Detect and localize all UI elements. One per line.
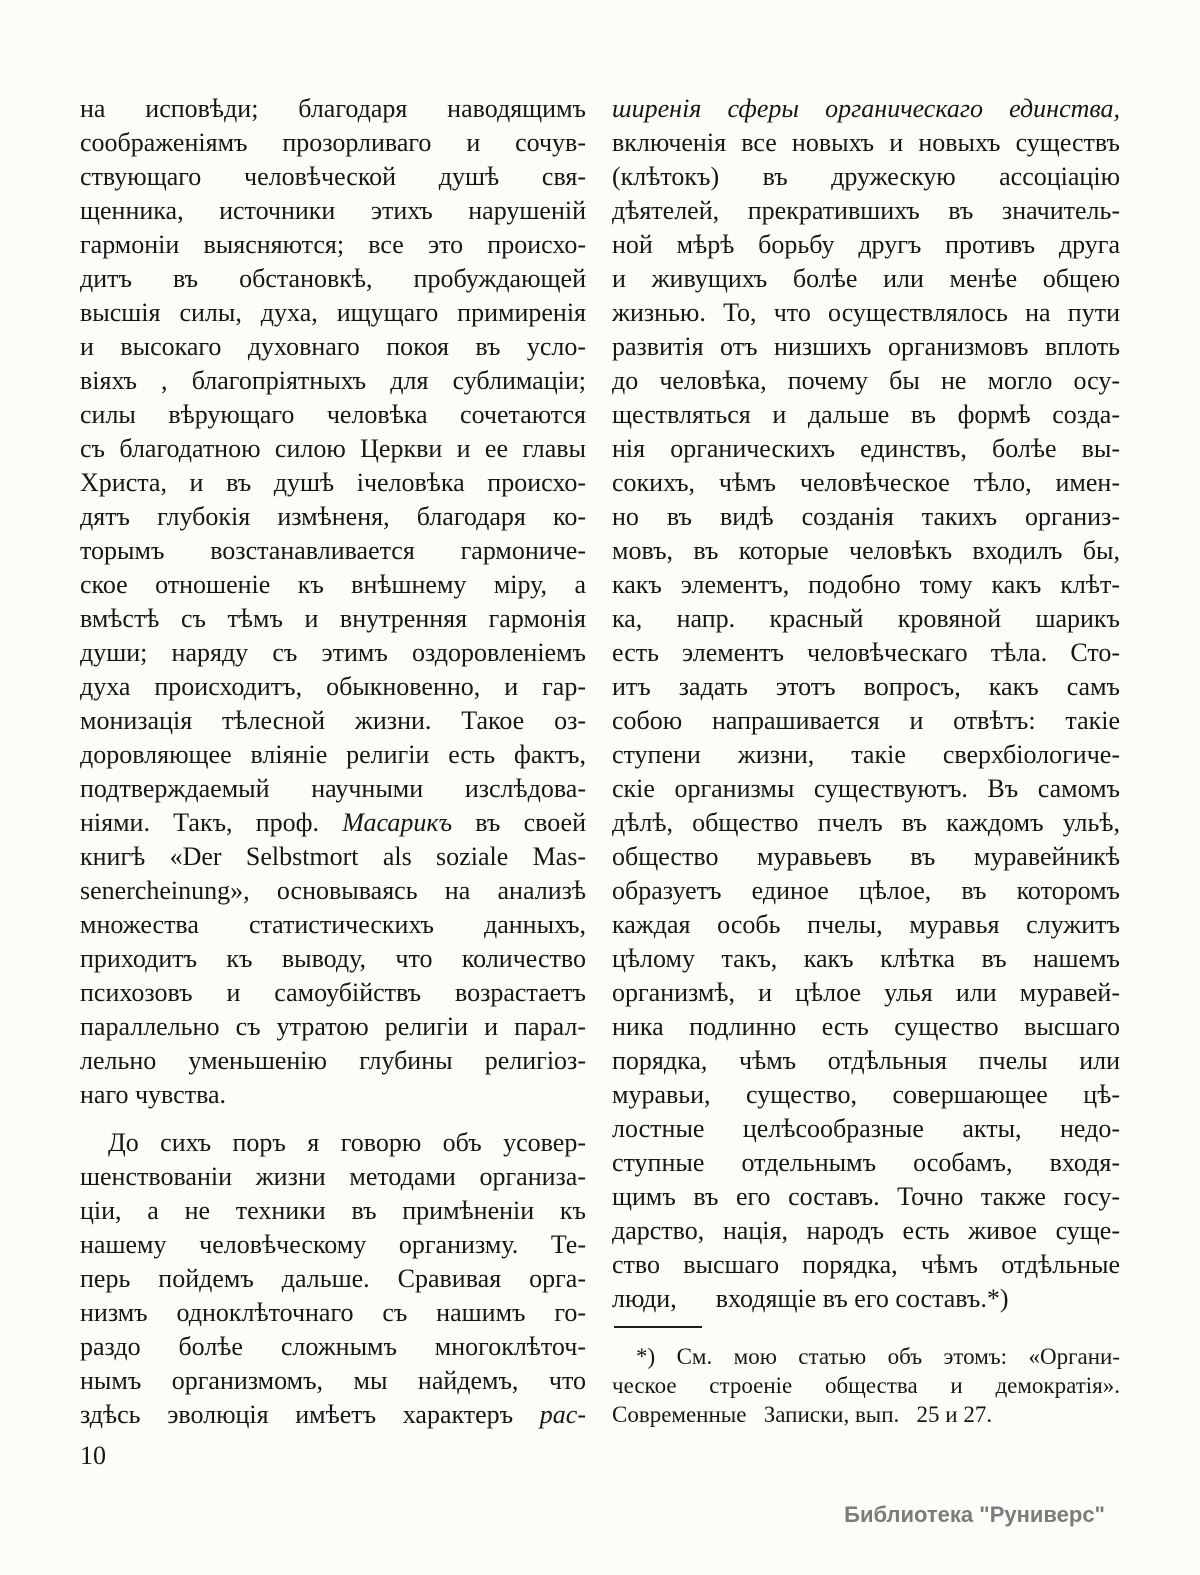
- text-line: До сихъ поръ я говорю объ усовер-: [108, 1128, 586, 1157]
- text-line: соображеніямъ прозорливаго и сочув-: [80, 128, 586, 157]
- text-line: книгѣ «Der Selbstmort als soziale Mas-: [80, 842, 586, 871]
- text-line: организмѣ, и цѣлое улья или муравей-: [612, 978, 1120, 1007]
- text-line: приходитъ къ выводу, что количество: [80, 944, 586, 973]
- text-line: ціи, а не техники въ примѣненіи къ: [80, 1196, 586, 1225]
- text-line: муравьи, существо, совершающее цѣ-: [612, 1080, 1120, 1109]
- text-line: ка, напр. красный кровяной шарикъ: [612, 604, 1120, 633]
- text-line: дитъ въ обстановкѣ, пробуждающей: [80, 264, 586, 293]
- text-line: перь пойдемъ дальше. Сравивая орга-: [80, 1264, 586, 1293]
- paragraph: [80, 92, 586, 1112]
- text-line: щенника, источники этихъ нарушеній: [80, 196, 586, 225]
- text-line: [80, 806, 586, 840]
- text-line: каждая особь пчелы, муравья служитъ: [612, 910, 1120, 939]
- text-line: дятъ глубокія измѣненя, благодаря ко-: [80, 502, 586, 531]
- text-segment: здѣсь эволюція имѣетъ характеръ: [80, 1400, 540, 1429]
- text-segment-italic: рас-: [539, 1400, 586, 1429]
- text-line: дарство, нація, народъ есть живое суще-: [612, 1216, 1120, 1245]
- text-line: параллельно съ утратою религіи и парал-: [80, 1012, 586, 1041]
- text-line: ступные отдельнымъ особамъ, входя-: [612, 1148, 1120, 1177]
- text-line: души; наряду съ этимъ оздоровленіемъ: [80, 638, 586, 667]
- text-line: ступени жизни, такіе сверхбіологиче-: [612, 740, 1120, 769]
- text-line: какъ элементъ, подобно тому какъ клѣт-: [612, 570, 1120, 599]
- text-line: монизація тѣлесной жизни. Такое оз-: [80, 706, 586, 735]
- paragraph: [612, 92, 1120, 1316]
- footnote: [612, 1342, 1120, 1429]
- text-line: торымъ возстанавливается гармониче-: [80, 536, 586, 565]
- text-line: психозовъ и самоубійствъ возрастаетъ: [80, 978, 586, 1007]
- footnote-line: Современные Записки, вып. 25 и 27.: [612, 1402, 993, 1427]
- text-line: множества статистическихъ данныхъ,: [80, 910, 586, 939]
- text-line: цѣлому такъ, какъ клѣтка въ нашемъ: [612, 944, 1120, 973]
- text-segment-italic: Масарикъ: [342, 808, 453, 837]
- text-line: дѣлѣ, общество пчелъ въ каждомъ ульѣ,: [612, 808, 1120, 837]
- text-line: ществляться и дальше въ формѣ созда-: [612, 400, 1120, 429]
- text-line: [80, 1398, 586, 1432]
- text-line: съ благодатною силою Церкви и ее главы: [80, 434, 586, 463]
- text-line: подтверждаемый научными изслѣдова-: [80, 774, 586, 803]
- text-line: собою напрашивается и отвѣтъ: такіе: [612, 706, 1120, 735]
- text-line: ствующаго человѣческой душѣ свя-: [80, 162, 586, 191]
- text-line: шенствованіи жизни методами организа-: [80, 1162, 586, 1191]
- text-line: порядка, чѣмъ отдѣльныя пчелы или: [612, 1046, 1120, 1075]
- text-line: ство высшаго порядка, чѣмъ отдѣльные: [612, 1250, 1120, 1279]
- text-line: нымъ организмомъ, мы найдемъ, что: [80, 1366, 586, 1395]
- text-line: ширенія сферы органическаго единства,: [612, 94, 1120, 123]
- text-line: доровляющее вліяніе религіи есть фактъ,: [80, 740, 586, 769]
- text-line: низмъ одноклѣточнаго съ нашимъ го-: [80, 1298, 586, 1327]
- text-line: нашему человѣческому организму. Те-: [80, 1230, 586, 1259]
- text-line: люди, входящіе въ его составъ.*): [612, 1284, 1009, 1313]
- text-line: и живущихъ болѣе или менѣе общею: [612, 264, 1120, 293]
- text-line: наго чувства.: [80, 1080, 227, 1109]
- text-line: жизнью. То, что осуществлялось на пути: [612, 298, 1120, 327]
- paragraph: [80, 1126, 586, 1432]
- text-line: лостные целѣсообразные акты, недо-: [612, 1114, 1120, 1143]
- text-line: до человѣка, почему бы не могло осу-: [612, 366, 1120, 395]
- text-line: сокихъ, чѣмъ человѣческое тѣло, имен-: [612, 468, 1120, 497]
- text-line: ское отношеніе къ внѣшнему міру, а: [80, 570, 586, 599]
- text-line: Христа, и въ душѣ ічеловѣка происхо-: [80, 468, 586, 497]
- text-line: на исповѣди; благодаря наводящимъ: [80, 94, 586, 123]
- text-line: ника подлинно есть существо высшаго: [612, 1012, 1120, 1041]
- right-column: [612, 92, 1120, 1429]
- text-line: силы вѣрующаго человѣка сочетаются: [80, 400, 586, 429]
- text-line: дѣятелей, прекратившихъ въ значитель-: [612, 196, 1120, 225]
- text-line: гармоніи выясняются; все это происхо-: [80, 230, 586, 259]
- text-segment: въ своей: [452, 808, 587, 837]
- text-line: нія органическихъ единствъ, болѣе вы-: [612, 434, 1120, 463]
- text-segment: ніями. Такъ, проф.: [80, 808, 343, 837]
- text-line: щимъ въ его составъ. Точно также госу-: [612, 1182, 1120, 1211]
- text-line: скіе организмы существуютъ. Въ самомъ: [612, 774, 1120, 803]
- text-line: образуетъ единое цѣлое, въ которомъ: [612, 876, 1120, 905]
- footnote-line: ческое строеніе общества и демократія».: [612, 1373, 1120, 1398]
- text-line: духа происходитъ, обыкновенно, и гар-: [80, 672, 586, 701]
- text-line: высшія силы, духа, ищущаго примиренія: [80, 298, 586, 327]
- text-line: ной мѣрѣ борьбу другъ противъ друга: [612, 230, 1120, 259]
- text-line: есть элементъ человѣческаго тѣла. Сто-: [612, 638, 1120, 667]
- text-line: но въ видѣ созданія такихъ организ-: [612, 502, 1120, 531]
- text-line: лельно уменьшенію глубины религіоз-: [80, 1046, 586, 1075]
- text-line: общество муравьевъ въ муравейникѣ: [612, 842, 1120, 871]
- left-column: [80, 92, 586, 1432]
- text-line: senercheinung», основываясь на анализѣ: [80, 876, 586, 905]
- text-line: развитія отъ низшихъ организмовъ вплоть: [612, 332, 1120, 361]
- text-line: вмѣстѣ съ тѣмъ и внутренняя гармонія: [80, 604, 586, 633]
- text-line: віяхъ , благопріятныхъ для сублимаціи;: [80, 366, 586, 395]
- text-line: раздо болѣе сложнымъ многоклѣточ-: [80, 1332, 586, 1361]
- footnote-rule: [614, 1326, 702, 1328]
- text-line: и высокаго духовнаго покоя въ усло-: [80, 332, 586, 361]
- text-line: мовъ, въ которые человѣкъ входилъ бы,: [612, 536, 1120, 565]
- footnote-line: *) См. мою статью объ этомъ: «Органи-: [636, 1344, 1120, 1369]
- watermark: Библиотека "Руниверс": [844, 1502, 1105, 1527]
- text-line: включенія все новыхъ и новыхъ существъ: [612, 128, 1120, 157]
- text-line: (клѣтокъ) въ дружескую ассоціацію: [612, 162, 1120, 191]
- page-number: 10: [80, 1441, 106, 1470]
- text-line: итъ задать этотъ вопросъ, какъ самъ: [612, 672, 1120, 701]
